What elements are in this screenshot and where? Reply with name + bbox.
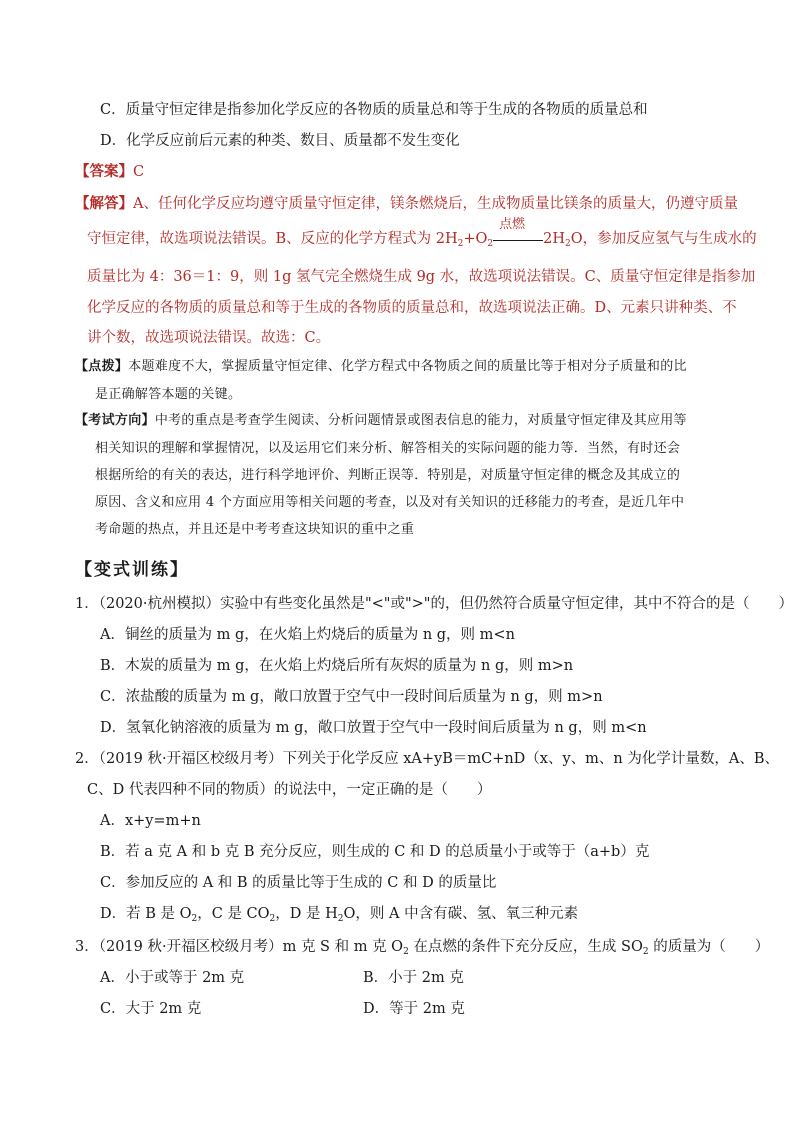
explanation-line-3: 质量比为 4：36＝1：9，则 1g 氢气完全燃烧生成 9g 水，故选项说法错误。C、质量守恒定律是指参加 — [87, 269, 756, 285]
question-1-option-b: B．木炭的质量为 m g，在火焰上灼烧后所有灰烬的质量为 n g，则 m>n — [100, 658, 574, 674]
question-2-option-c: C．参加反应的 A 和 B 的质量比等于生成的 C 和 D 的质量比 — [100, 875, 497, 891]
comment-line-1: 【点拨】本题难度不大，掌握质量守恒定律、化学方程式中各物质之间的质量比等于相对分子质量和的比 — [75, 359, 687, 374]
question-3-option-b: B．小于 2m 克 — [363, 970, 464, 986]
question-2-stem-line-1: 2．（2019 秋·开福区校级月考）下列关于化学反应 xA+yB＝mC+nD（x、y、m、n 为化学计量数，A、B、 — [75, 751, 779, 767]
explanation-line-1: 【解答】A、任何化学反应均遵守质量守恒定律，镁条燃烧后，生成物质量比镁条的质量大，仍遵守质量 — [75, 195, 738, 212]
exam-direction-line-2: 相关知识的理解和掌握情况，以及运用它们来分析、解答相关的实际问题的能力等．当然，有时还会 — [95, 441, 681, 456]
equation-left: $2H_2+O_2$ — [435, 231, 494, 249]
reaction-arrow — [493, 217, 543, 249]
explanation-line-2: 守恒定律，故选项说法错误。B、反应的化学方程式为 $2H_2+O_2$ 点燃 $2H_2O$，参加反应氢气与生成水的 — [87, 217, 757, 249]
question-3-option-a: A．小于或等于 2m 克 — [100, 970, 245, 986]
exam-direction-tag: 【考试方向】 — [75, 413, 155, 428]
question-1-option-d: D．氢氧化钠溶液的质量为 m g，敞口放置于空气中一段时间后质量为 n g，则 m<n — [100, 720, 647, 736]
comment-line-2: 是正确解答本题的关键。 — [95, 387, 242, 402]
comment-tag: 【点拨】 — [75, 359, 129, 374]
question-2-option-d: D．若 B 是 $O_2$，C 是 $CO_2$，D 是 $H_2O$，则 A 中含有碳、氢、氧三种元素 — [100, 906, 579, 924]
question-3-option-c: C．大于 2m 克 — [100, 1001, 202, 1017]
question-2-option-a: A．x+y=m+n — [100, 813, 201, 829]
answer-line — [75, 162, 144, 182]
question-2-option-b: B．若 a 克 A 和 b 克 B 充分反应，则生成的 C 和 D 的总质量小于或等于（a+b）克 — [100, 844, 650, 860]
option-c-prev: C．质量守恒定律是指参加化学反应的各物质的质量总和等于生成的各物质的质量总和 — [100, 102, 648, 118]
explanation-line-4: 化学反应的各物质的质量总和等于生成的各物质的质量总和，故选项说法正确。D、元素只讲种类、不 — [87, 300, 737, 316]
equation-right: $2H_2O$ — [543, 231, 583, 249]
explanation-line-5: 讲个数，故选项说法错误。故选：C。 — [87, 330, 331, 346]
answer-tag: 【答案】 — [75, 163, 133, 180]
answer-value: C — [133, 164, 145, 180]
exam-direction-line-4: 原因、含义和应用 4 个方面应用等相关问题的考查，以及对有关知识的迁移能力的考查，是近几年中 — [95, 495, 685, 510]
question-2-stem-line-2: C、D 代表四种不同的物质）的说法中，一定正确的是（ ） — [87, 782, 492, 798]
section-title: 【变式训练】 — [75, 560, 189, 580]
question-1-option-a: A．铜丝的质量为 m g，在火焰上灼烧后的质量为 n g，则 m<n — [100, 627, 515, 643]
question-3-stem: 3．（2019 秋·开福区校级月考）m 克 S 和 m 克 $O_2$ 在点燃的条件下充分反应，生成 $SO_2$ 的质量为（ ） — [75, 939, 770, 957]
option-d-prev: D．化学反应前后元素的种类、数目、质量都不发生变化 — [100, 133, 460, 149]
question-1-option-c: C．浓盐酸的质量为 m g，敞口放置于空气中一段时间后质量为 n g，则 m>n — [100, 689, 603, 705]
question-1-stem: 1．（2020·杭州模拟）实验中有些变化虽然是"<"或">"的，但仍然符合质量守恒定律，其中不符合的是（ ） — [75, 596, 793, 612]
question-3-option-d: D．等于 2m 克 — [363, 1001, 465, 1017]
exam-direction-line-5: 考命题的热点，并且还是中考考查这块知识的重中之重 — [95, 522, 415, 537]
explanation-tag: 【解答】 — [75, 195, 133, 212]
reaction-condition: 点燃 — [499, 217, 526, 232]
exam-direction-line-3: 根据所给的有关的表达，进行科学地评价、判断正误等．特别是，对质量守恒定律的概念及其成立的 — [95, 468, 681, 483]
exam-direction-line-1: 【考试方向】中考的重点是考查学生阅读、分析问题情景或图表信息的能力，对质量守恒定律及其应用等 — [75, 413, 687, 428]
